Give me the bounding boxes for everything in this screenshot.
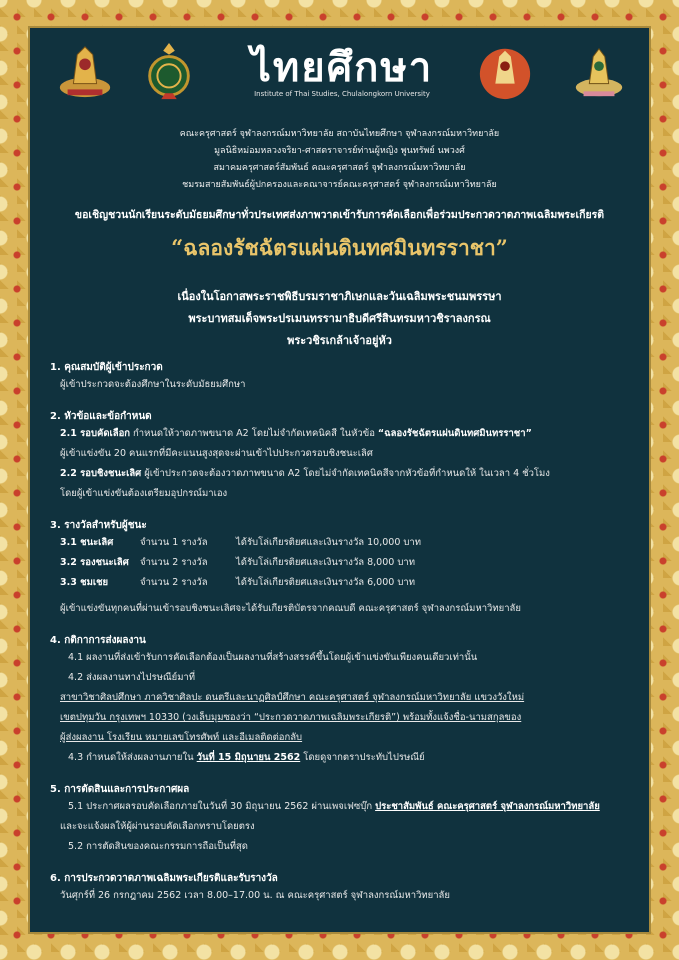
rule-text: ผู้เข้าประกวดจะต้องวาดภาพขนาด A2 โดยไม่จำกัดเทคนิคสีจากหัวข้อที่กำหนดให้ ในเวลา 4 ชั่วโมง (141, 468, 550, 479)
prize-detail: ได้รับโล่เกียรติยศและเงินรางวัล 6,000 บาท (236, 577, 415, 588)
round-label: 2.2 รอบชิงชนะเลิศ (60, 468, 142, 479)
rule-line: 4.1 ผลงานที่ส่งเข้ารับการคัดเลือกต้องเป็นผลงานที่สร้างสรรค์ขึ้นโดยผู้เข้าแข่งขันเพียงคนเดียวเท่านั้น (68, 652, 478, 663)
rule-line: 4.2 ส่งผลงานทางไปรษณีย์มาที่ (68, 672, 196, 683)
section-heading: 6. การประกวดวาดภาพเฉลิมพระเกียรติและรับรางวัล (50, 873, 278, 884)
mail-address: ผู้ส่งผลงาน โรงเรียน หมายเลขโทรศัพท์ และอีเมลติดต่อกลับ (60, 732, 303, 743)
poster-panel (28, 26, 651, 934)
rule-text: โดยดูจากตราประทับไปรษณีย์ (300, 752, 425, 763)
round-label: 2.1 รอบคัดเลือก (60, 428, 131, 439)
crown-emblem-icon (570, 40, 628, 104)
rule-text: 4.3 กำหนดให้ส่งผลงานภายใน (68, 752, 197, 763)
rule-line: และจะแจ้งผลให้ผู้ผ่านรอบคัดเลือกทราบโดยตรง (60, 821, 255, 832)
prize-count: จำนวน 2 รางวัล (140, 557, 208, 568)
rules-content (50, 360, 640, 906)
rule-line: ผู้เข้าแข่งขัน 20 คนแรกที่มีคะแนนสูงสุดจะผ่านเข้าไปประกวดรอบชิงชนะเลิศ (60, 448, 373, 459)
occasion-text (30, 286, 649, 352)
organizer-line: คณะครุศาสตร์ จุฬาลงกรณ์มหาวิทยาลัย สถาบันไทยศึกษา จุฬาลงกรณ์มหาวิทยาลัย (179, 129, 500, 139)
rule-line (50, 748, 640, 768)
rule-line (50, 424, 640, 444)
occasion-line: พระวชิรเกล้าเจ้าอยู่หัว (287, 334, 392, 347)
rule-line (50, 464, 640, 484)
section-heading: 5. การตัดสินและการประกาศผล (50, 784, 190, 795)
brand-subtitle: Institute of Thai Studies, Chulalongkorn University (254, 90, 430, 98)
prize-row (50, 533, 640, 553)
prize-row (50, 553, 640, 573)
theme-inline: “ฉลองรัชฉัตรแผ่นดินทศมินทรราชา” (377, 428, 532, 439)
mail-address: สาขาวิชาศิลปศึกษา ภาควิชาศิลปะ ดนตรีและนาฏศิลป์ศึกษา คณะครุศาสตร์ จุฬาลงกรณ์มหาวิทยาลัย แขวงวังใหม่ (60, 692, 525, 703)
red-emblem-icon (476, 40, 534, 104)
section-heading: 1. คุณสมบัติผู้เข้าประกวด (50, 362, 163, 373)
section-text: ผู้เข้าประกวดจะต้องศึกษาในระดับมัธยมศึกษา (60, 379, 246, 390)
prize-detail: ได้รับโล่เกียรติยศและเงินรางวัล 8,000 บาท (236, 557, 415, 568)
prize-label: 3.1 ชนะเลิศ (60, 537, 114, 548)
organizer-line: ชมรมสายสัมพันธ์ผู้ปกครองและคณาจารย์คณะครุศาสตร์ จุฬาลงกรณ์มหาวิทยาลัย (182, 180, 497, 190)
occasion-line: พระบาทสมเด็จพระปรเมนทรรามาธิบดีศรีสินทรมหาวชิราลงกรณ (188, 312, 491, 325)
prize-label: 3.2 รองชนะเลิศ (60, 557, 129, 568)
organizer-line: มูลนิธิหม่อมหลวงจริยา-ศาสตราจารย์ท่านผู้หญิง พูนทรัพย์ นพวงศ์ (214, 146, 465, 156)
event-date: วันศุกร์ที่ 26 กรกฎาคม 2562 เวลา 8.00–17.00 น. ณ คณะครุศาสตร์ จุฬาลงกรณ์มหาวิทยาลัย (60, 890, 450, 901)
invitation-text: ขอเชิญชวนนักเรียนระดับมัธยมศึกษาทั่วประเทศส่งภาพวาดเข้ารับการคัดเลือกเพื่อร่วมประกวดวาดภาพเฉลิมพระเกียรติ (74, 209, 605, 221)
prize-row (50, 573, 640, 593)
logo-row (30, 40, 649, 110)
rule-text: กำหนดให้วาดภาพขนาด A2 โดยไม่จำกัดเทคนิคสี ในหัวข้อ (130, 428, 378, 439)
organizers (30, 126, 649, 194)
rule-line: โดยผู้เข้าแข่งขันต้องเตรียมอุปกรณ์มาเอง (60, 488, 228, 499)
section-heading: 2. หัวข้อและข้อกำหนด (50, 411, 152, 422)
rule-line (50, 797, 640, 817)
contest-theme: “ฉลองรัชฉัตรแผ่นดินทศมินทรราชา” (171, 235, 508, 260)
rule-line: 5.2 การตัดสินของคณะกรรมการถือเป็นที่สุด (68, 841, 248, 852)
occasion-line: เนื่องในโอกาสพระราชพิธีบรมราชาภิเษกและวันเฉลิมพระชนมพรรษา (177, 290, 502, 303)
mail-address: เขตปทุมวัน กรุงเทพฯ 10330 (วงเล็บมุมซองว่า “ประกวดวาดภาพเฉลิมพระเกียรติ”) พร้อมทั้งแจ้งชื่อ-นามสกุลของ (60, 712, 522, 723)
organizer-line: สมาคมครุศาสตร์สัมพันธ์ คณะครุศาสตร์ จุฬาลงกรณ์มหาวิทยาลัย (213, 163, 466, 173)
prize-note: ผู้เข้าแข่งขันทุกคนที่ผ่านเข้ารอบชิงชนะเลิศจะได้รับเกียรติบัตรจากคณบดี คณะครุศาสตร์ จุฬาลงกรณ์มหาวิทยาลัย (60, 603, 521, 614)
green-seal-icon (140, 40, 198, 104)
facebook-page-link[interactable]: ประชาสัมพันธ์ คณะครุศาสตร์ จุฬาลงกรณ์มหาวิทยาลัย (375, 801, 600, 812)
deadline-date: วันที่ 15 มิถุนายน 2562 (196, 752, 301, 763)
prize-detail: ได้รับโล่เกียรติยศและเงินรางวัล 10,000 บาท (236, 537, 422, 548)
section-heading: 3. รางวัลสำหรับผู้ชนะ (50, 520, 147, 531)
prize-label: 3.3 ชมเชย (60, 577, 109, 588)
prize-count: จำนวน 1 รางวัล (140, 537, 208, 548)
brand-title: ไทยศึกษา (250, 44, 434, 91)
section-heading: 4. กติกาการส่งผลงาน (50, 635, 146, 646)
crown-emblem-icon (56, 40, 114, 104)
prize-count: จำนวน 2 รางวัล (140, 577, 208, 588)
brand-block (220, 44, 464, 98)
rule-text: 5.1 ประกาศผลรอบคัดเลือกภายในวันที่ 30 มิถุนายน 2562 ผ่านเพจเฟซบุ๊ก (68, 801, 376, 812)
